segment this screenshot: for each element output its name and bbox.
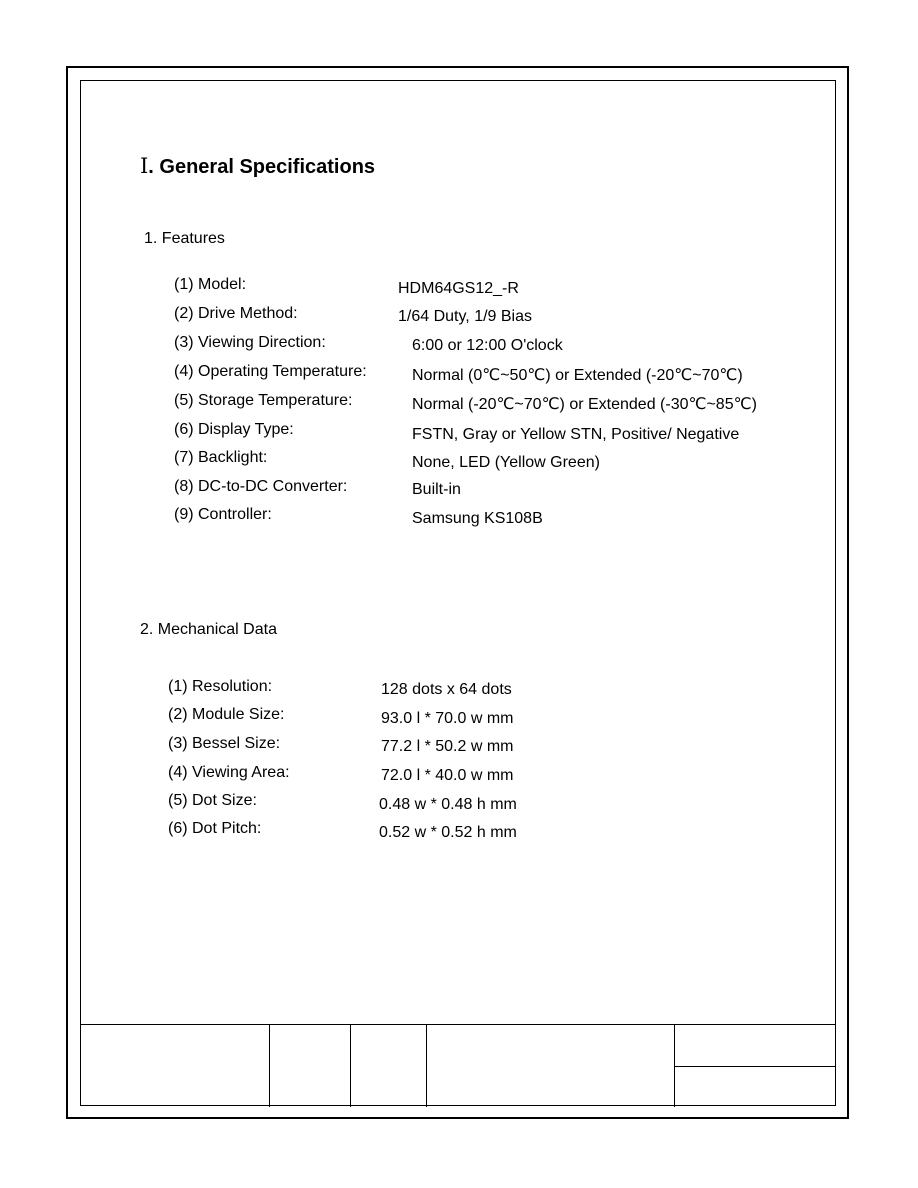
feature-value-controller: Samsung KS108B [412, 510, 543, 527]
title-block-cell-1 [80, 1025, 270, 1107]
feature-label-display-type: (6) Display Type: [174, 421, 294, 438]
feature-label-backlight: (7) Backlight: [174, 449, 268, 466]
title-block-cell-3 [351, 1025, 427, 1107]
title-block [80, 1024, 836, 1106]
mechanical-label-dot-size: (5) Dot Size: [168, 792, 257, 809]
title-block-cell-4 [427, 1025, 675, 1107]
feature-label-drive-method: (2) Drive Method: [174, 305, 298, 322]
feature-label-storage-temperature: (5) Storage Temperature: [174, 392, 353, 409]
feature-label-model: (1) Model: [174, 276, 247, 293]
mechanical-label-viewing-area: (4) Viewing Area: [168, 764, 290, 781]
title-block-cell-2 [270, 1025, 351, 1107]
mechanical-value-module-size: 93.0 l * 70.0 w mm [381, 710, 514, 727]
mechanical-label-resolution: (1) Resolution: [168, 678, 273, 695]
mechanical-label-module-size: (2) Module Size: [168, 706, 285, 723]
mechanical-value-dot-size: 0.48 w * 0.48 h mm [379, 796, 517, 813]
mechanical-value-bessel-size: 77.2 l * 50.2 w mm [381, 738, 514, 755]
feature-value-storage-temperature: Normal (-20℃~70℃) or Extended (-30℃~85℃) [412, 396, 757, 413]
feature-label-dc-converter: (8) DC-to-DC Converter: [174, 478, 348, 495]
feature-value-backlight: None, LED (Yellow Green) [412, 454, 600, 471]
features-heading: 1. Features [144, 230, 225, 247]
feature-value-drive-method: 1/64 Duty, 1/9 Bias [398, 308, 532, 325]
mechanical-label-dot-pitch: (6) Dot Pitch: [168, 820, 262, 837]
feature-label-controller: (9) Controller: [174, 506, 272, 523]
title-block-divider [675, 1066, 836, 1067]
page-title [140, 156, 375, 177]
mechanical-heading: 2. Mechanical Data [140, 621, 277, 638]
feature-value-operating-temperature: Normal (0℃~50℃) or Extended (-20℃~70℃) [412, 367, 743, 384]
mechanical-value-resolution: 128 dots x 64 dots [381, 681, 512, 698]
feature-value-model: HDM64GS12_-R [398, 280, 519, 297]
title-roman-numeral: Ⅰ [140, 154, 149, 178]
feature-label-operating-temperature: (4) Operating Temperature: [174, 363, 367, 380]
title-text: . General Specifications [148, 156, 376, 178]
feature-value-viewing-direction: 6:00 or 12:00 O'clock [412, 337, 563, 354]
feature-value-display-type: FSTN, Gray or Yellow STN, Positive/ Negative [412, 426, 740, 443]
mechanical-value-viewing-area: 72.0 l * 40.0 w mm [381, 767, 514, 784]
feature-value-dc-converter: Built-in [412, 481, 461, 498]
feature-label-viewing-direction: (3) Viewing Direction: [174, 334, 326, 351]
mechanical-label-bessel-size: (3) Bessel Size: [168, 735, 281, 752]
mechanical-value-dot-pitch: 0.52 w * 0.52 h mm [379, 824, 517, 841]
